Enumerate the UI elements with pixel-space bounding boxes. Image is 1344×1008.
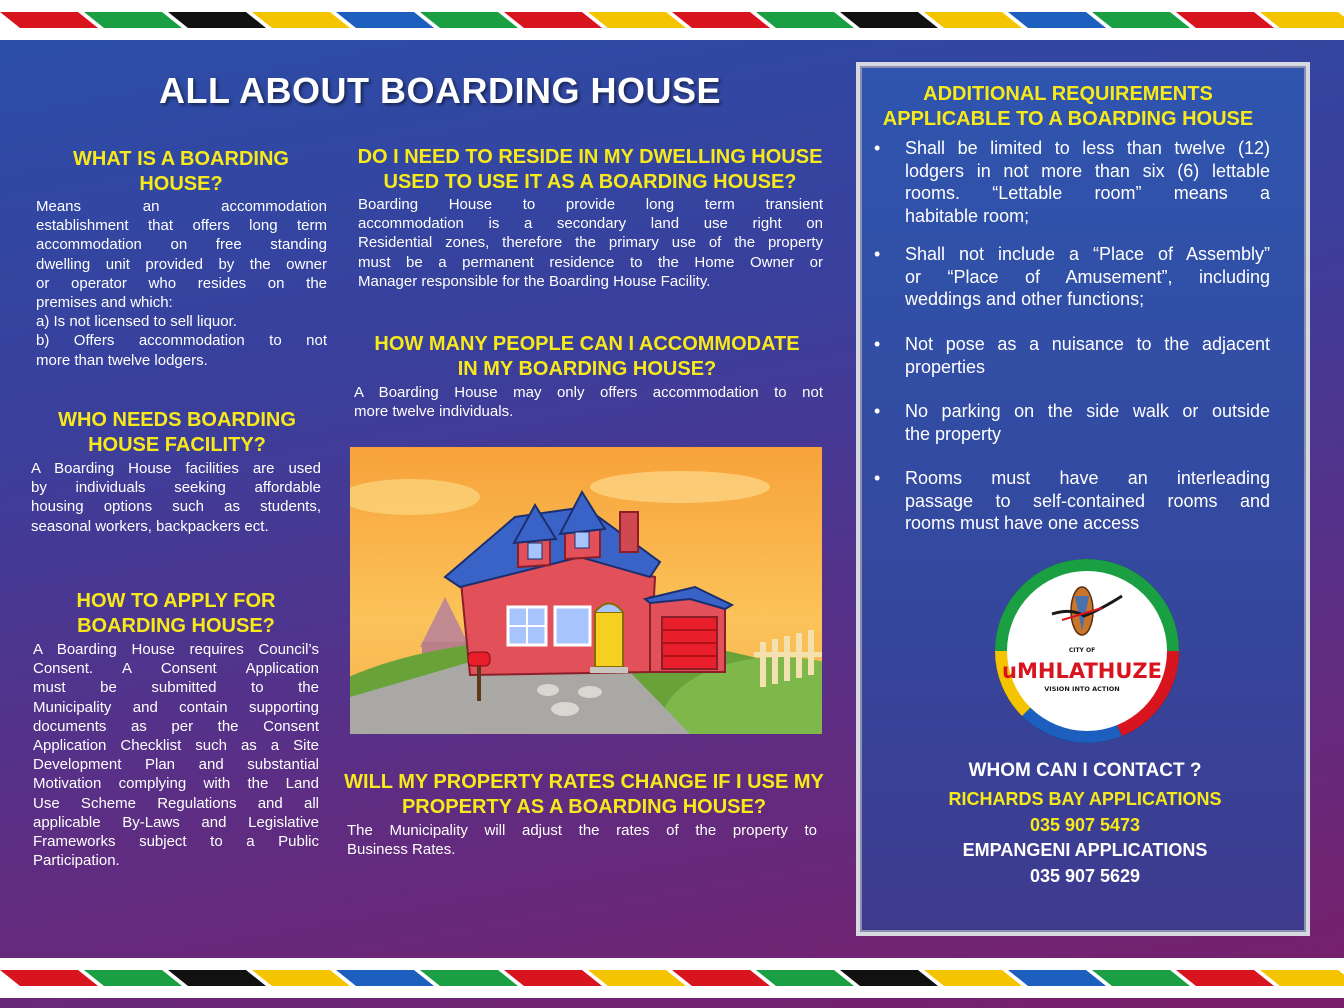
requirement-item: • Shall be limited to less than twelve (12) lodgers in not more than six (6) lettable rooms. “Lettable room” means a habitable room; (874, 138, 1270, 226)
page-title: ALL ABOUT BOARDING HOUSE (158, 70, 721, 111)
requirement-item: • Not pose as a nuisance to the adjacent properties (874, 334, 1270, 377)
how-many-heading: HOW MANY PEOPLE CAN I ACCOMMODATE IN MY BOARDING HOUSE? (374, 333, 800, 380)
who-needs-heading: WHO NEEDS BOARDING HOUSE FACILITY? (58, 409, 296, 456)
bullet-icon: • (874, 244, 881, 264)
bullet-icon: • (874, 138, 881, 158)
reside-heading: DO I NEED TO RESIDE IN MY DWELLING HOUSE USED TO USE IT AS A BOARDING HOUSE? (357, 146, 823, 193)
what-is-heading: WHAT IS A BOARDING HOUSE? (73, 148, 289, 195)
requirement-item: • No parking on the side walk or outside the property (874, 401, 1270, 444)
requirements-heading: ADDITIONAL REQUIREMENTS APPLICABLE TO A BOARDING HOUSE (882, 83, 1254, 130)
bullet-icon: • (874, 401, 881, 421)
how-to-apply-heading: HOW TO APPLY FOR BOARDING HOUSE? (76, 590, 276, 637)
richards-bay-phone[interactable]: 035 907 5473 (1029, 815, 1141, 835)
reside-text: Boarding House to provide long term transient accommodation is a secondary land use right on Residential zones, therefore the primary use of the property must be a permanent residence to the Home Owner or Manager responsible for the Boarding House Facility. (358, 196, 823, 290)
rates-text: The Municipality will adjust the rates of the property to Business Rates. (347, 822, 817, 859)
boarding-house-illustration (350, 447, 822, 734)
contact-heading: WHOM CAN I CONTACT ? (968, 760, 1202, 781)
bullet-icon: • (874, 468, 881, 488)
requirement-item: • Shall not include a “Place of Assembly” or “Place of Amusement”, including weddings and other functions; (874, 244, 1270, 309)
how-many-text: A Boarding House may only offers accommodation to not more twelve individuals. (354, 384, 823, 421)
logo-city-of: CITY OF (1068, 647, 1096, 654)
logo-name: uMHLATHUZE (1002, 659, 1162, 683)
empangeni-phone[interactable]: 035 907 5629 (1029, 866, 1141, 886)
empangeni-label: EMPANGENI APPLICATIONS (962, 840, 1208, 860)
rates-heading: WILL MY PROPERTY RATES CHANGE IF I USE MY PROPERTY AS A BOARDING HOUSE? (344, 771, 824, 818)
what-is-text: Means an accommodation establishment that offers long term accommodation on free standing dwelling unit provided by the owner or operator who resides on the premises and which: a) Is not licensed to sell liquor. b) Offers accommodation to not more than twelve lodgers. (36, 198, 327, 369)
logo-tagline: VISION INTO ACTION (1044, 685, 1120, 693)
richards-bay-label: RICHARDS BAY APPLICATIONS (948, 789, 1222, 809)
requirement-item: • Rooms must have an interleading passage to self-contained rooms and rooms must have one access (874, 468, 1270, 533)
bullet-icon: • (874, 334, 881, 354)
bottom-border-band (0, 958, 1344, 998)
top-border-band (0, 0, 1344, 40)
how-to-apply-text: A Boarding House requires Council’s Consent. A Consent Application must be submitted to the Municipality and contain supporting documents as per the Consent Application Checklist such as a Site Development Plan and substantial Motivation complying with the Land Use Scheme Regulations and all applicable By-Laws and Legislative Frameworks subject to a Public Participation. (33, 641, 319, 870)
umhlathuze-logo (982, 556, 1192, 746)
who-needs-text: A Boarding House facilities are used by individuals seeking affordable housing options such as students, seasonal workers, backpackers ect. (31, 460, 321, 535)
